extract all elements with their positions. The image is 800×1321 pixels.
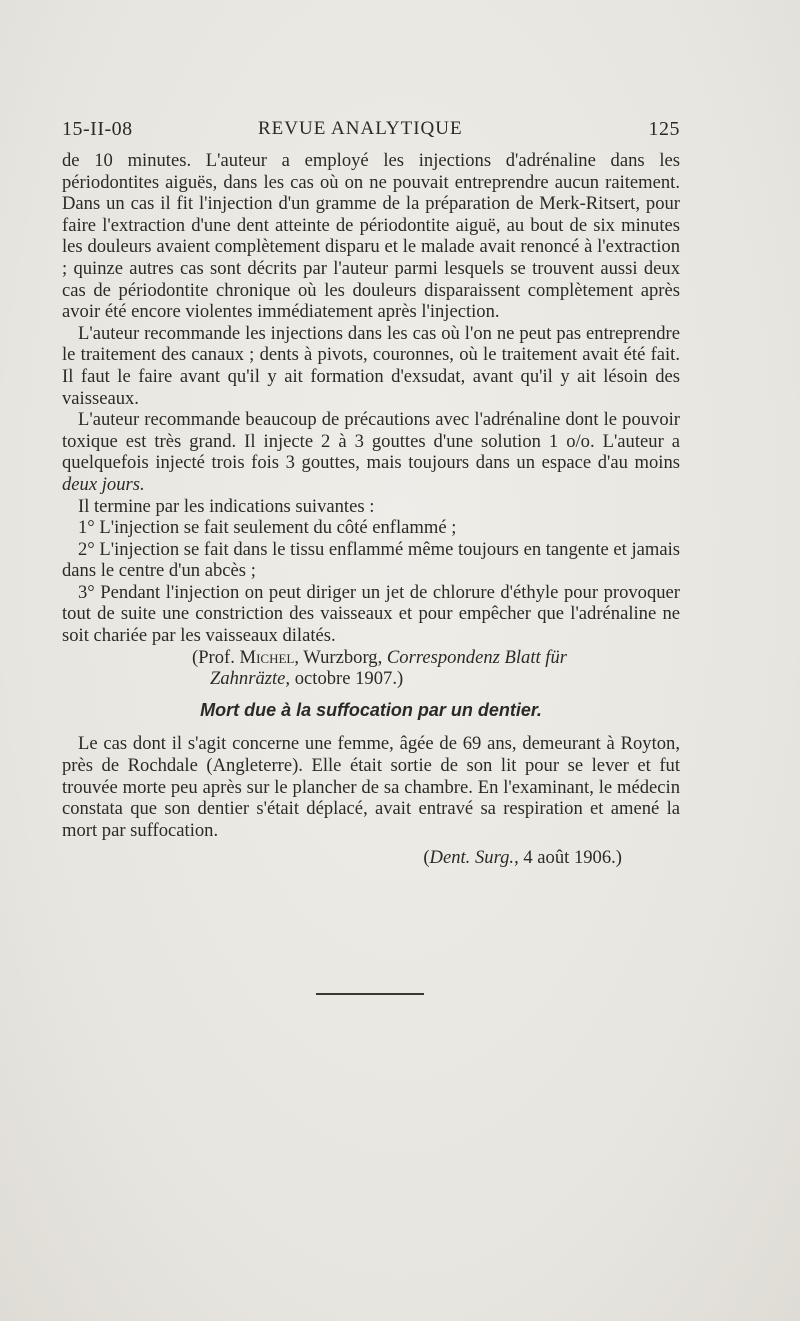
- article-title: Mort due à la suffocation par un dentier.: [200, 699, 542, 720]
- section-divider: [316, 993, 424, 995]
- reference-author: Michel: [239, 646, 295, 668]
- paragraph: Il termine par les indications suivantes :: [78, 495, 375, 517]
- reference-city: , Wurzborg,: [294, 646, 383, 668]
- reference-journal: Correspondenz Blatt für: [386, 646, 567, 668]
- source-open: (: [423, 847, 430, 869]
- header-page-number: 125: [648, 118, 680, 140]
- source-citation: [62, 847, 680, 869]
- paragraph: [62, 409, 680, 495]
- list-item: 3° Pendant l'injection on peut diriger un jet de chlorure d'éthyle pour provoquer tout de suite une constriction des vaisseaux et pour empêcher que l'adrénaline ne soit chariée par les vaisseaux dilatés.: [62, 581, 680, 647]
- source-date: , 4 août 1906.): [514, 847, 622, 869]
- body-text: [62, 150, 680, 869]
- reference-journal-2: Zahnräzte,: [210, 668, 291, 690]
- reference: [62, 647, 680, 669]
- list-item: 2° L'injection se fait dans le tissu enflammé même toujours en tangente et jamais dans le centre d'un abcès ;: [62, 538, 680, 582]
- italic-text: deux jours.: [62, 473, 145, 495]
- header-date: 15-II-08: [62, 118, 133, 140]
- paragraph: Le cas dont il s'agit concerne une femme, âgée de 69 ans, demeurant à Royton, près de Rochdale (Angleterre). Elle était sortie de son lit pour se lever et fut trouvée morte peu après sur le plancher de sa chambre. En l'examinant, le médecin constata que son dentier s'était déplacé, avait entravé sa respiration et amené la mort par suffocation.: [62, 733, 680, 841]
- source-journal: Dent. Surg.: [429, 847, 515, 869]
- paragraph: L'auteur recommande les injections dans les cas où l'on ne peut pas entreprendre le traitement des canaux ; dents à pivots, couronnes, où le traitement avait été fait. Il faut le faire avant qu'il y ait formation d'exsudat, avant qu'il y ait lésoin des vaisseaux.: [62, 322, 680, 409]
- paragraph: de 10 minutes. L'auteur a employé les injections d'adrénaline dans les périodontites aiguës, dans les cas où on ne pouvait entreprendre aucun raitement. Dans un cas il fit l'injection d'un gramme de la préparation de Merk-Ritsert, pour faire l'extraction d'une dent atteinte de périodontite aiguë, au bout de six minutes les douleurs avaient complètement disparu et le malade avait renoncé à l'extraction ; quinze autres cas sont décrits par l'auteur parmi lesquels se trouvent aussi deux cas de périodontite chronique où les douleurs disparaissent complètement après avoir été encore violentes immédiatement après l'injection.: [62, 150, 680, 323]
- list-item: 1° L'injection se fait seulement du côté enflammé ;: [78, 517, 457, 539]
- header-title: REVUE ANALYTIQUE: [258, 118, 463, 139]
- page-header: [62, 118, 680, 148]
- reference-date: octobre 1907.): [294, 668, 404, 690]
- reference-open: (Prof.: [192, 646, 235, 668]
- reference-cont: [62, 668, 680, 690]
- paragraph-text: L'auteur recommande beaucoup de précautions avec l'adrénaline dont le pouvoir toxique est très grand. Il injecte 2 à 3 gouttes d'une solution 1 o/o. L'auteur a quelquefois injecté trois fois 3 gouttes, mais toujours dans un espace d'au moins: [62, 409, 680, 474]
